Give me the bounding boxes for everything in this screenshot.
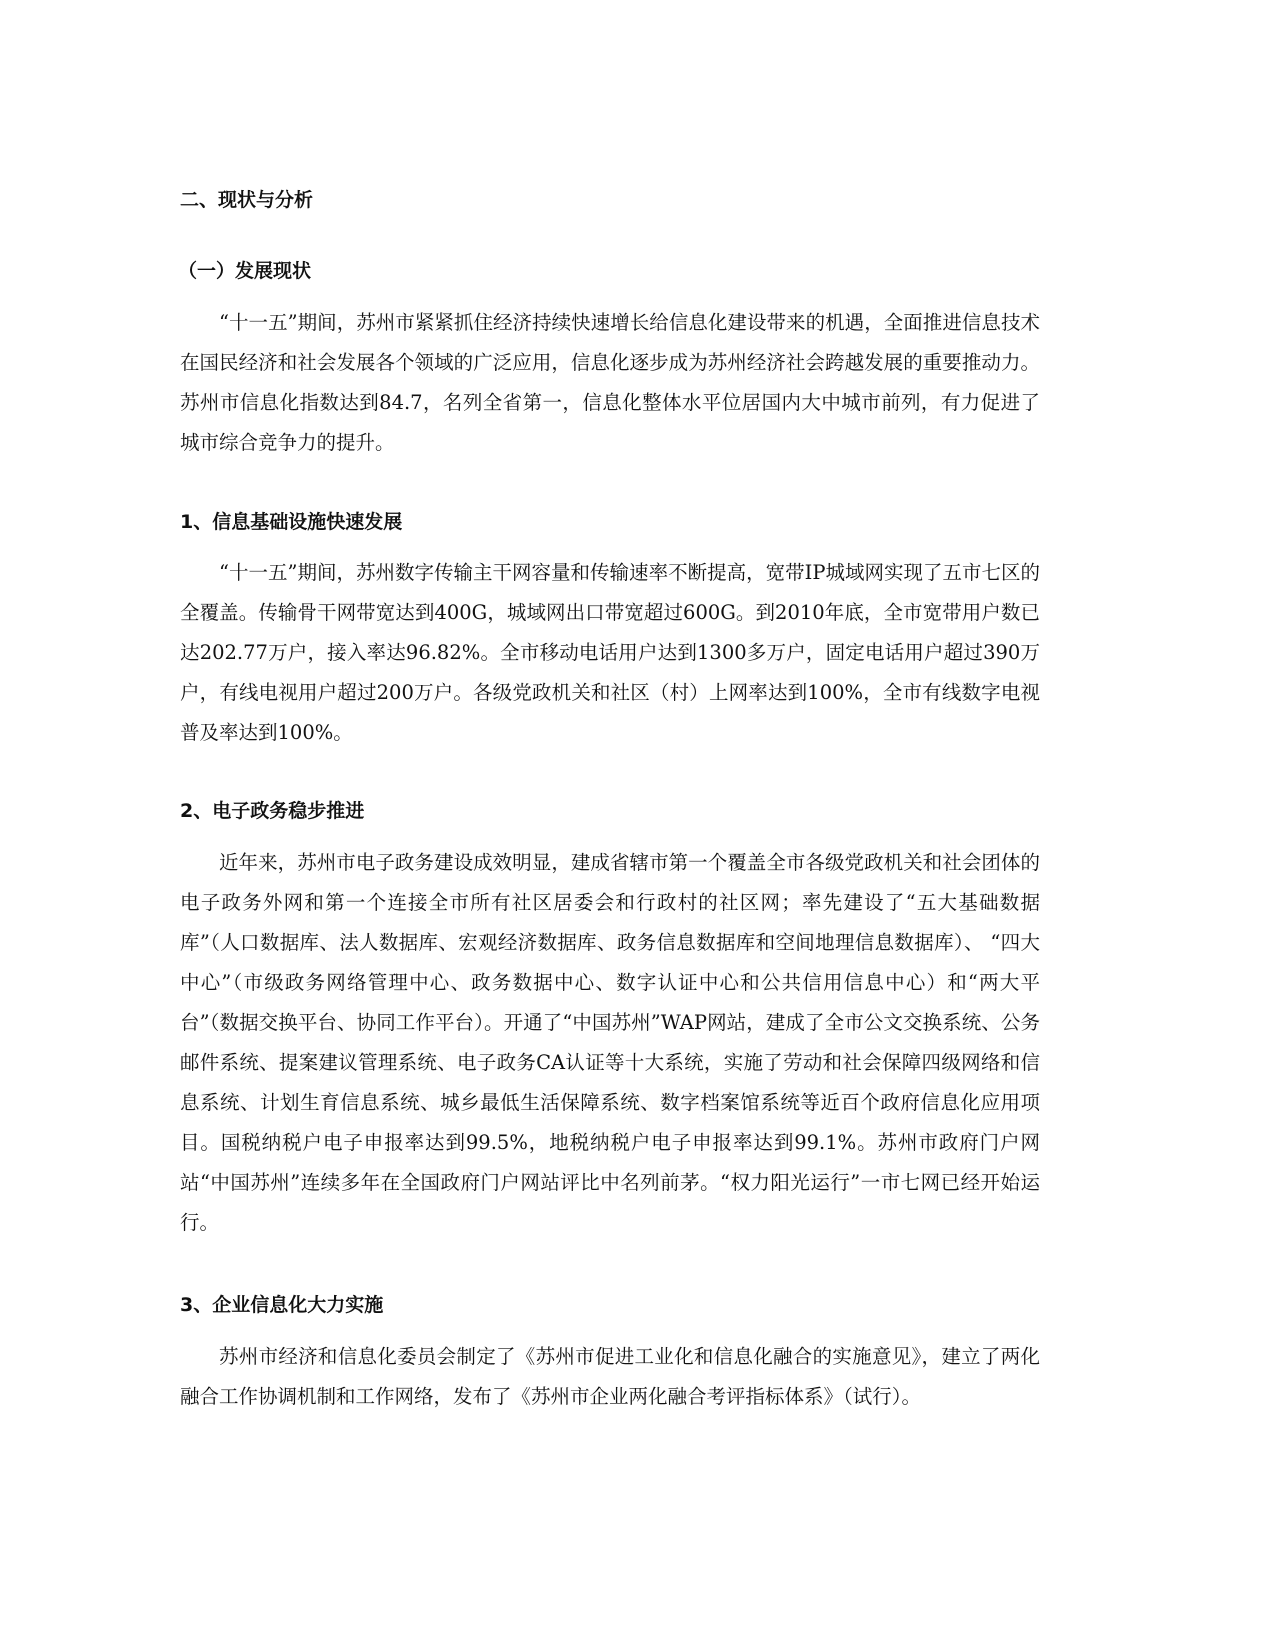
section-title: 二、现状与分析 [180, 189, 314, 211]
item-paragraph-e-government: 近年来，苏州市电子政务建设成效明显，建成省辖市第一个覆盖全市各级党政机关和社会团体的电子政务外网和第一个连接全市所有社区居委会和行政村的社区网；率先建设了“五大基础数据库”（人口数据库、法人数据库、宏观经济数据库、政务信息数据库和空间地理信息数据库）、 “四大中心”（市级政务网络管理中心、政务数据中心、数字认证中心和公共信用信息中心）和“两大平台”（数据交换平台、协同工作平台）。开通了“中国苏州”WAP网站，建成了全市公文交换系统、公务邮件系统、提案建议管理系统、电子政务CA认证等十大系统，实施了劳动和社会保障四级网络和信息系统、计划生育信息系统、城乡最低生活保障系统、数字档案馆系统等近百个政府信息化应用项目。国税纳税户电子申报率达到99.5%，地税纳税户电子申报率达到99.1%。苏州市政府门户网站“中国苏州”连续多年在全国政府门户网站评比中名列前茅。“权力阳光运行”一市七网已经开始运行。 [180, 851, 1040, 1234]
intro-paragraph: “十一五”期间，苏州市紧紧抓住经济持续快速增长给信息化建设带来的机遇，全面推进信息技术在国民经济和社会发展各个领域的广泛应用，信息化逐步成为苏州经济社会跨越发展的重要推动力。苏州市信息化指数达到84.7，名列全省第一，信息化整体水平位居国内大中城市前列，有力促进了城市综合竞争力的提升。 [180, 311, 1040, 454]
item-paragraph-enterprise: 苏州市经济和信息化委员会制定了《苏州市促进工业化和信息化融合的实施意见》，建立了两化融合工作协调机制和工作网络，发布了《苏州市企业两化融合考评指标体系》（试行）。 [180, 1345, 1040, 1408]
subsection-title: （一）发展现状 [178, 260, 312, 282]
item-heading-e-government: 2、电子政务稳步推进 [180, 800, 365, 822]
item-paragraph-infrastructure: “十一五”期间，苏州数字传输主干网容量和传输速率不断提高，宽带IP城域网实现了五市七区的全覆盖。传输骨干网带宽达到400G，城域网出口带宽超过600G。到2010年底，全市宽带用户数已达202.77万户，接入率达96.82%。全市移动电话用户达到1300多万户，固定电话用户超过390万户，有线电视用户超过200万户。各级党政机关和社区（村）上网率达到100%，全市有线数字电视普及率达到100%。 [180, 561, 1040, 744]
item-heading-infrastructure: 1、信息基础设施快速发展 [180, 511, 403, 533]
item-heading-enterprise: 3、企业信息化大力实施 [180, 1294, 384, 1316]
